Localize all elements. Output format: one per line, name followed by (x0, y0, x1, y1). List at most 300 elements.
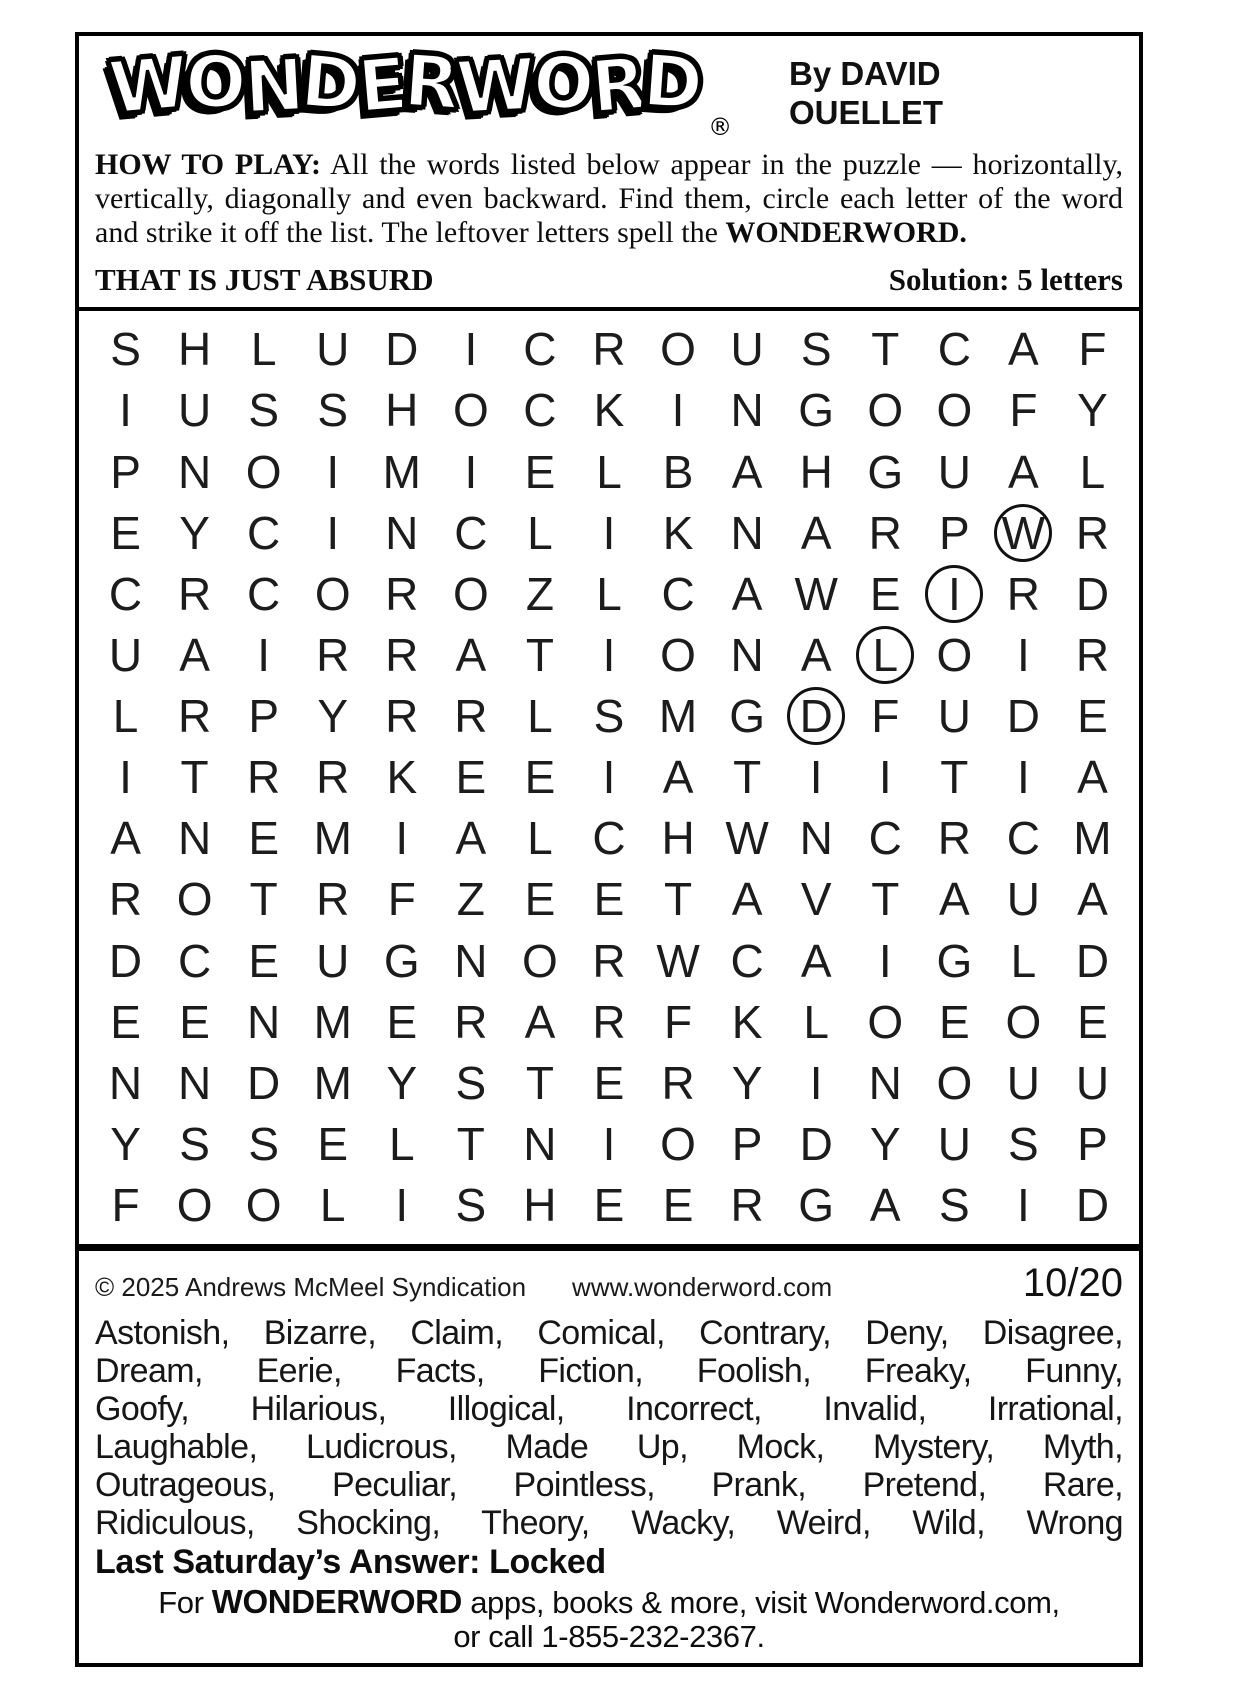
grid-cell[interactable]: V (800, 873, 832, 926)
grid-cell[interactable]: I (395, 1179, 409, 1232)
grid-cell[interactable]: R (1075, 506, 1110, 559)
grid-cell[interactable]: S (317, 384, 349, 437)
word-item[interactable]: Illogical (447, 1389, 556, 1428)
grid-cell[interactable]: R (385, 690, 419, 743)
word-item[interactable]: Outrageous (95, 1465, 267, 1504)
grid-cell[interactable]: I (326, 445, 340, 498)
grid-cell[interactable]: A (1008, 323, 1039, 376)
grid-cell[interactable]: I (119, 751, 132, 804)
grid-cell[interactable]: R (177, 567, 212, 620)
bottom-section (79, 1251, 1139, 1663)
grid-cell[interactable]: E (1077, 995, 1108, 1048)
grid-cell[interactable]: R (316, 873, 350, 926)
previous-answer-value: Locked (489, 1542, 606, 1581)
word-item[interactable]: Eerie (256, 1351, 333, 1390)
word-item[interactable]: Peculiar (332, 1465, 449, 1504)
grid-cell[interactable]: R (108, 873, 143, 926)
grid-cell[interactable]: H (523, 1179, 557, 1232)
logo-letter: E (354, 41, 411, 129)
grid-cell[interactable]: O (936, 1056, 973, 1109)
grid-cell[interactable]: I (1017, 628, 1030, 681)
grid-cell[interactable]: C (247, 506, 281, 559)
grid-cell[interactable]: R (316, 628, 350, 681)
grid-cell[interactable]: A (1008, 445, 1039, 498)
promo-prefix: For (158, 1584, 212, 1620)
grid-cell[interactable]: Y (179, 506, 210, 559)
logo-letter: R (587, 40, 651, 130)
grid-cell[interactable]: O (867, 995, 904, 1048)
grid-cell[interactable]: O (176, 873, 213, 926)
grid-cell[interactable]: N (177, 1056, 212, 1109)
grid-cell[interactable]: C (592, 812, 626, 865)
word-item[interactable]: Bizarre (263, 1313, 368, 1352)
grid-cell[interactable]: L (596, 567, 622, 620)
grid-cell[interactable]: R (177, 690, 212, 743)
grid-cell[interactable]: Y (386, 1056, 418, 1109)
grid-cell[interactable]: R (454, 690, 488, 743)
grid-cell[interactable]: A (731, 873, 763, 926)
theme-row (95, 262, 1123, 298)
grid-cell[interactable]: U (1075, 1056, 1110, 1109)
grid-cell[interactable]: H (385, 384, 419, 437)
grid-cell[interactable]: N (454, 934, 488, 987)
grid-cell[interactable]: C (454, 506, 488, 559)
grid-cell[interactable]: M (658, 690, 698, 743)
grid-cell[interactable]: K (731, 995, 763, 1048)
logo-letter: W (454, 41, 538, 131)
grid-cell[interactable]: F (1009, 384, 1038, 437)
grid-cell[interactable]: C (108, 567, 143, 620)
word-item[interactable]: Pointless (513, 1465, 647, 1504)
grid-cell[interactable]: P (110, 445, 141, 498)
word-item[interactable]: Facts (395, 1351, 476, 1390)
wonderword-logo (105, 37, 733, 141)
grid-cell[interactable]: T (180, 751, 209, 804)
grid-cell[interactable]: I (809, 751, 823, 804)
grid-cell[interactable]: N (523, 1117, 557, 1170)
grid-cell[interactable]: A (110, 812, 141, 865)
grid-cell[interactable]: L (389, 1117, 415, 1170)
grid-cell[interactable]: M (313, 812, 352, 865)
grid-cell[interactable]: Y (869, 1117, 901, 1170)
website-url: www.wonderword.com (572, 1271, 833, 1302)
word-item[interactable]: Funny (1025, 1351, 1115, 1390)
grid-cell[interactable]: A (455, 812, 487, 865)
how-to-play-bold-tail: WONDERWORD. (725, 215, 967, 249)
grid-cell[interactable]: L (527, 812, 553, 865)
grid-cell[interactable]: T (249, 873, 278, 926)
word-item[interactable]: Foolish (696, 1351, 803, 1390)
word-item[interactable]: Hilarious (250, 1389, 378, 1428)
grid-cell[interactable]: M (313, 995, 352, 1048)
grid-cell[interactable]: O (452, 384, 489, 437)
grid-cell[interactable]: I (464, 445, 478, 498)
grid-cell[interactable]: C (730, 934, 764, 987)
grid-cell[interactable]: A (662, 751, 694, 804)
grid-cell[interactable]: S (1008, 1117, 1039, 1170)
grid-cell[interactable]: O (660, 628, 696, 681)
logo-letter: O (529, 38, 598, 128)
word-item[interactable]: Myth (1042, 1427, 1115, 1466)
wonderword-logo-text (105, 37, 707, 131)
grid-cell[interactable]: I (602, 506, 616, 559)
grid-cell[interactable]: R (1006, 567, 1040, 620)
grid-cell[interactable]: D (108, 934, 143, 987)
grid-cell[interactable]: I (671, 384, 685, 437)
grid-cell[interactable]: M (313, 1056, 352, 1109)
how-to-play-label: HOW TO PLAY: (95, 148, 322, 181)
grid-cell[interactable]: K (386, 751, 418, 804)
grid-cell[interactable]: F (871, 690, 900, 743)
grid-cell[interactable]: I (878, 934, 892, 987)
word-item[interactable]: Wacky (631, 1503, 727, 1542)
grid-cell[interactable]: L (527, 690, 553, 743)
puzzle-date: 10/20 (1022, 1260, 1123, 1305)
grid-cell[interactable]: S (938, 1179, 970, 1232)
grid-cell[interactable]: S (800, 323, 832, 376)
grid-cell[interactable]: G (383, 934, 420, 987)
logo-letter: D (297, 38, 365, 128)
grid-cell[interactable]: U (1006, 873, 1040, 926)
grid-cell[interactable]: C (177, 934, 212, 987)
grid-cell[interactable]: N (108, 1056, 143, 1109)
grid-cell[interactable]: U (108, 628, 143, 681)
grid-cell[interactable]: W (794, 567, 838, 620)
grid-cell[interactable]: L (112, 690, 139, 743)
grid-cell[interactable]: G (798, 384, 835, 437)
grid-cell[interactable]: P (938, 506, 970, 559)
grid-cell[interactable]: W (656, 934, 700, 987)
grid-cell[interactable]: E (524, 751, 556, 804)
grid-cell[interactable]: A (731, 567, 763, 620)
grid-cell[interactable]: I (602, 751, 616, 804)
word-item[interactable]: Made Up (505, 1427, 680, 1466)
grid-cell[interactable]: F (1078, 323, 1107, 376)
grid-cell[interactable]: R (592, 934, 626, 987)
grid-cell[interactable]: U (316, 323, 350, 376)
word-item[interactable]: Incorrect (626, 1389, 754, 1428)
word-item[interactable]: Wrong (1026, 1503, 1123, 1542)
grid-cell[interactable]: E (938, 995, 970, 1048)
word-item[interactable]: Ludicrous (305, 1427, 448, 1466)
grid-cell[interactable]: L (250, 323, 277, 376)
previous-answer-line (95, 1542, 1123, 1582)
grid-cell[interactable]: L (803, 995, 829, 1048)
grid-cell[interactable]: I (395, 812, 409, 865)
grid-cell[interactable]: R (730, 1179, 764, 1232)
word-item[interactable]: Rare (1042, 1465, 1115, 1504)
grid-cell[interactable]: A (731, 445, 763, 498)
grid-cell[interactable]: L (1079, 445, 1106, 498)
grid-cell[interactable]: G (729, 690, 766, 743)
grid-cell[interactable]: E (593, 1056, 625, 1109)
grid-cell[interactable]: U (316, 934, 350, 987)
word-item[interactable]: Mystery (873, 1427, 986, 1466)
grid-cell[interactable]: Z (456, 873, 485, 926)
word-item[interactable]: Ridiculous (95, 1503, 246, 1542)
grid-cell[interactable]: I (119, 384, 132, 437)
word-item[interactable]: Laughable (95, 1427, 249, 1466)
grid-cell[interactable]: T (456, 1117, 485, 1170)
grid-cell[interactable] (989, 502, 1058, 563)
grid-cell[interactable]: L (527, 506, 553, 559)
logo-letter: R (401, 38, 463, 126)
grid-cell[interactable]: F (664, 995, 693, 1048)
grid-cell[interactable]: C (1006, 812, 1040, 865)
byline-line1: By DAVID (789, 55, 941, 92)
grid-cell[interactable]: E (455, 751, 487, 804)
grid-cell[interactable]: N (177, 812, 212, 865)
grid-cell[interactable]: O (936, 628, 973, 681)
grid-cell[interactable]: K (662, 506, 694, 559)
grid-cell[interactable] (851, 624, 920, 685)
grid-cell[interactable]: H (661, 812, 695, 865)
circled-letter-mark: I (925, 565, 983, 623)
grid-cell[interactable]: N (868, 1056, 902, 1109)
grid-cell[interactable]: U (937, 690, 971, 743)
word-item[interactable]: Fiction (538, 1351, 635, 1390)
word-item[interactable]: Deny (865, 1313, 940, 1352)
grid-cell[interactable]: E (1077, 690, 1108, 743)
grid-cell[interactable]: A (869, 1179, 901, 1232)
word-item[interactable]: Pretend (862, 1465, 978, 1504)
grid-cell[interactable]: L (596, 445, 622, 498)
grid-cell[interactable]: F (111, 1179, 140, 1232)
grid-cell[interactable]: L (319, 1179, 346, 1232)
header (79, 36, 1139, 307)
grid-cell[interactable]: D (385, 323, 419, 376)
grid-cell[interactable]: Y (731, 1056, 763, 1109)
grid-cell[interactable]: A (179, 628, 210, 681)
grid-cell[interactable]: U (730, 323, 764, 376)
grid-cell[interactable]: N (730, 506, 764, 559)
promo-brand: WONDERWORD (211, 1582, 462, 1620)
grid-cell[interactable]: K (593, 384, 625, 437)
grid-cell[interactable]: R (592, 995, 626, 1048)
grid-cell[interactable]: T (525, 1056, 554, 1109)
grid-cell[interactable]: T (871, 323, 900, 376)
grid-cell[interactable]: A (524, 995, 556, 1048)
word-item[interactable]: Goofy (95, 1389, 181, 1428)
word-item[interactable]: Astonish (95, 1313, 221, 1352)
grid-cell[interactable]: O (452, 567, 489, 620)
grid-cell[interactable]: E (386, 995, 418, 1048)
grid-cell[interactable]: P (731, 1117, 763, 1170)
logo-letter: W (105, 39, 193, 131)
grid-cell[interactable]: Y (1077, 384, 1108, 437)
grid-cell[interactable]: U (937, 1117, 971, 1170)
grid-cell[interactable]: E (317, 1117, 349, 1170)
grid-cell[interactable]: O (245, 445, 282, 498)
grid-cell[interactable]: I (878, 751, 892, 804)
grid-cell[interactable]: E (593, 1179, 625, 1232)
grid-cell[interactable]: D (1075, 1179, 1110, 1232)
grid-cell[interactable]: D (1075, 934, 1110, 987)
grid-cell[interactable]: B (662, 445, 694, 498)
how-to-play-body: All the words listed below appear in the puzzle — horizontally, vertically, diagonally and even backward. Find them, circle each letter of the word and strike it off the list. The leftover letters spell the (95, 148, 1123, 249)
grid-cell[interactable]: N (247, 995, 281, 1048)
grid-cell[interactable]: Y (317, 690, 349, 743)
word-item[interactable]: Prank (711, 1465, 798, 1504)
grid-cell[interactable]: T (664, 873, 693, 926)
grid-cell[interactable]: N (799, 812, 833, 865)
logo-row (95, 37, 1123, 141)
grid-cell[interactable]: Z (525, 567, 554, 620)
grid-cell[interactable]: I (1017, 751, 1030, 804)
byline (789, 54, 943, 132)
grid-cell[interactable]: C (661, 567, 695, 620)
grid-cell[interactable]: D (247, 1056, 281, 1109)
grid-cell[interactable]: R (661, 1056, 695, 1109)
grid-cell[interactable]: N (730, 384, 764, 437)
grid-cell[interactable]: C (247, 567, 281, 620)
grid-cell[interactable]: S (455, 1179, 487, 1232)
promo-text (95, 1582, 1123, 1654)
grid-cell[interactable]: I (809, 1056, 823, 1109)
puzzle-theme-title: THAT IS JUST ABSURD (95, 261, 434, 297)
grid-cell[interactable]: T (871, 873, 900, 926)
grid-cell[interactable]: A (800, 628, 832, 681)
grid-cell[interactable] (782, 685, 851, 746)
grid-cell[interactable]: F (387, 873, 416, 926)
grid-cell[interactable]: O (1005, 995, 1042, 1048)
grid-cell[interactable]: E (524, 873, 556, 926)
grid-cell[interactable]: D (1006, 690, 1040, 743)
grid-cell[interactable]: R (868, 506, 902, 559)
grid-cell[interactable]: I (602, 1117, 616, 1170)
meta-row (95, 1261, 1123, 1306)
grid-cell[interactable]: R (385, 567, 419, 620)
grid-cell[interactable]: I (602, 628, 616, 681)
grid-cell[interactable]: A (1077, 751, 1108, 804)
grid-cell[interactable]: E (110, 995, 141, 1048)
word-item[interactable]: Irrational (987, 1389, 1115, 1428)
grid-cell[interactable]: E (248, 812, 279, 865)
grid-cell[interactable]: O (936, 384, 973, 437)
grid-cell[interactable]: O (176, 1179, 213, 1232)
grid-cell[interactable]: A (800, 934, 832, 987)
grid-cell[interactable]: H (799, 445, 833, 498)
word-list-line: Dream, Eerie, Facts, Fiction, Foolish, Freaky, Funny, (95, 1351, 1123, 1390)
grid-cell[interactable]: T (733, 751, 762, 804)
grid-cell[interactable]: E (524, 445, 556, 498)
grid-cell[interactable]: U (1006, 1056, 1040, 1109)
byline-line2: OUELLET (789, 94, 943, 131)
grid-cell[interactable] (920, 563, 989, 624)
word-item[interactable]: Freaky (864, 1351, 963, 1390)
grid-cell[interactable]: W (725, 812, 769, 865)
grid-cell[interactable]: O (522, 934, 558, 987)
grid-cell[interactable]: U (177, 384, 212, 437)
grid-cell[interactable]: G (936, 934, 973, 987)
grid-cell[interactable]: E (593, 873, 625, 926)
grid-cell[interactable]: A (800, 506, 832, 559)
grid-cell[interactable]: I (464, 323, 478, 376)
grid-cell[interactable]: O (245, 1179, 282, 1232)
grid-cell[interactable]: R (592, 323, 626, 376)
grid-cell[interactable]: E (179, 995, 210, 1048)
grid-cell[interactable]: I (257, 628, 271, 681)
word-item[interactable]: Weird (776, 1503, 862, 1542)
grid-cell[interactable]: R (937, 812, 971, 865)
grid-cell[interactable]: M (382, 445, 421, 498)
grid-cell[interactable]: O (660, 323, 696, 376)
grid-cell[interactable]: R (385, 628, 419, 681)
grid-cell[interactable]: C (937, 323, 971, 376)
grid-cell[interactable]: O (314, 567, 351, 620)
grid-cell[interactable]: G (867, 445, 904, 498)
word-item[interactable]: Comical (537, 1313, 656, 1352)
grid-cell[interactable]: R (454, 995, 488, 1048)
grid-cell[interactable]: T (525, 628, 554, 681)
grid-cell[interactable]: S (455, 1056, 487, 1109)
grid-cell[interactable]: O (867, 384, 904, 437)
grid-cell[interactable]: A (455, 628, 487, 681)
grid-cell[interactable]: D (1075, 567, 1110, 620)
grid-cell[interactable]: S (593, 690, 625, 743)
word-item[interactable]: Dream (95, 1351, 195, 1390)
grid-cell[interactable]: E (110, 506, 141, 559)
grid-cell[interactable]: S (248, 384, 279, 437)
grid-cell[interactable]: N (385, 506, 419, 559)
grid-cell[interactable]: S (110, 323, 141, 376)
grid-cell[interactable]: O (660, 1117, 696, 1170)
grid-cell[interactable]: A (938, 873, 970, 926)
grid-cell[interactable]: C (523, 384, 557, 437)
grid-cell[interactable]: I (1017, 1179, 1030, 1232)
letter-grid (91, 319, 1127, 1236)
promo-line2: or call 1-855-232-2367. (453, 1618, 765, 1654)
grid-cell[interactable]: L (1010, 934, 1037, 987)
grid-cell[interactable]: R (1075, 628, 1110, 681)
word-list-line: Laughable, Ludicrous, Made Up, Mock, Mystery, Myth, (95, 1427, 1123, 1466)
word-item[interactable]: Claim (410, 1313, 495, 1352)
grid-cell[interactable]: P (248, 690, 279, 743)
circled-letter-mark: W (994, 504, 1052, 562)
grid-cell[interactable]: G (798, 1179, 835, 1232)
grid-cell[interactable]: C (868, 812, 902, 865)
grid-cell[interactable]: R (316, 751, 350, 804)
copyright-text: © 2025 Andrews McMeel Syndication (95, 1271, 527, 1302)
grid-cell[interactable]: H (177, 323, 212, 376)
grid-cell[interactable]: I (326, 506, 340, 559)
word-item[interactable]: Contrary (699, 1313, 823, 1352)
grid-cell[interactable]: P (1077, 1117, 1108, 1170)
grid-cell[interactable]: E (869, 567, 901, 620)
grid-cell[interactable]: D (799, 1117, 833, 1170)
grid-cell[interactable]: N (730, 628, 764, 681)
word-item[interactable]: Disagree (982, 1313, 1115, 1352)
word-item[interactable]: Invalid (823, 1389, 918, 1428)
word-list-line: Outrageous, Peculiar, Pointless, Prank, Pretend, Rare, (95, 1465, 1123, 1504)
grid-cell[interactable]: U (937, 445, 971, 498)
grid-cell[interactable]: A (1077, 873, 1108, 926)
word-item[interactable]: Wild (912, 1503, 977, 1542)
word-item[interactable]: Shocking (296, 1503, 432, 1542)
word-item[interactable]: Mock (736, 1427, 816, 1466)
grid-cell[interactable]: N (177, 445, 212, 498)
grid-cell[interactable]: E (662, 1179, 694, 1232)
grid-cell[interactable]: M (1073, 812, 1112, 865)
grid-cell[interactable]: T (940, 751, 969, 804)
word-item[interactable]: Theory (481, 1503, 581, 1542)
grid-cell[interactable]: R (247, 751, 281, 804)
grid-cell[interactable]: S (179, 1117, 210, 1170)
grid-cell[interactable]: S (248, 1117, 279, 1170)
grid-cell[interactable]: C (523, 323, 557, 376)
grid-cell[interactable]: E (248, 934, 279, 987)
grid-cell[interactable]: Y (110, 1117, 141, 1170)
